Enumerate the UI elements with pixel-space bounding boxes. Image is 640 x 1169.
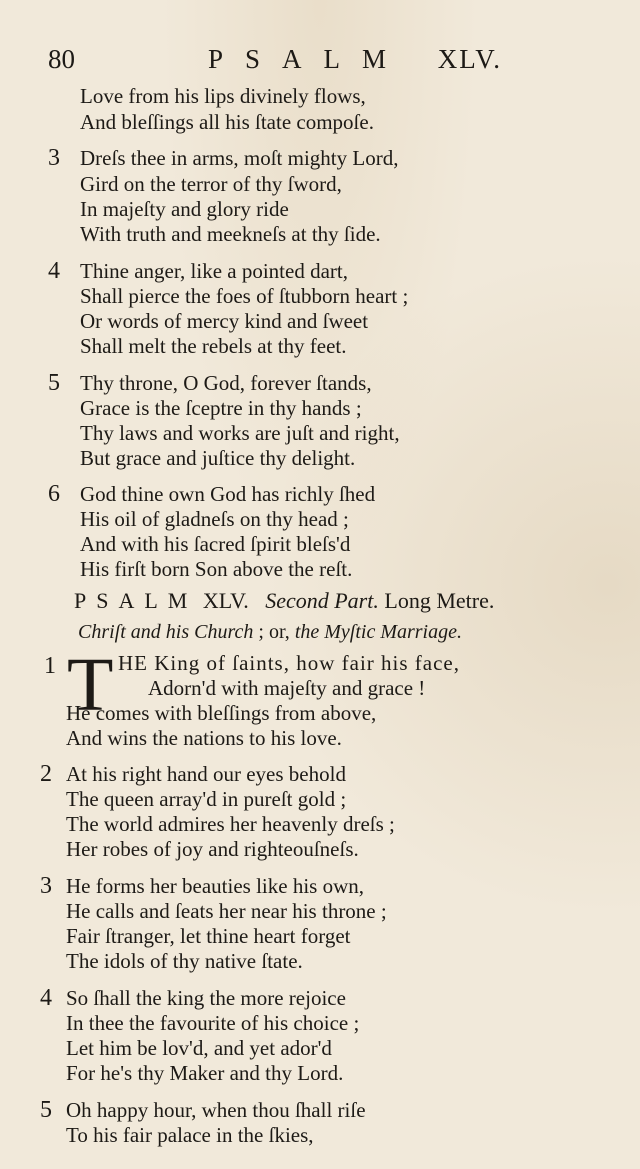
verse-line: And wins the nations to his love. <box>66 726 342 750</box>
verse-line: To his fair palace in the ſkies, <box>66 1123 314 1147</box>
verse-line: The idols of thy native ſtate. <box>66 949 303 973</box>
verse-number: 5 <box>40 1097 52 1123</box>
page-number: 80 <box>48 44 75 74</box>
running-title: PSALM <box>208 44 409 74</box>
verse-line: Or words of mercy kind and ſweet <box>80 309 369 333</box>
verse-line: Fair ſtranger, let thine heart forget <box>66 924 351 948</box>
verse-number: 2 <box>40 761 52 787</box>
verse-line: So ſhall the king the more rejoice <box>66 986 346 1010</box>
verse-line: Let him be lov'd, and yet ador'd <box>66 1036 332 1060</box>
verse-line: Thy throne, O God, forever ſtands, <box>80 371 372 395</box>
verse-number: 4 <box>40 985 52 1011</box>
verse-line: HE King of ſaints, how fair his face, <box>118 651 461 675</box>
verse-line: Her robes of joy and righteouſneſs. <box>66 837 359 861</box>
section-metre: Long Metre. <box>384 588 495 613</box>
verse-number: 3 <box>40 873 52 899</box>
verse-line: With truth and meekneſs at thy ſide. <box>80 222 381 246</box>
verse-line: Grace is the ſceptre in thy hands ; <box>80 396 362 420</box>
theme-alt-title: the Myſtic Marriage. <box>294 621 462 643</box>
verse-line: And bleſſings all his ſtate compoſe. <box>80 110 374 134</box>
verse-line: Thine anger, like a pointed dart, <box>80 259 348 283</box>
theme-title: Chriſt and his Church <box>78 621 254 643</box>
section-psalm-word: PSALM <box>74 588 198 613</box>
verse-line: In thee the favourite of his choice ; <box>66 1011 360 1035</box>
section-heading <box>74 588 574 614</box>
verse-line: The world admires her heavenly dreſs ; <box>66 812 395 836</box>
verse-line: Thy laws and works are juſt and right, <box>80 421 400 445</box>
verse-line: In majeſty and glory ride <box>80 197 289 221</box>
verse-line: He comes with bleſſings from above, <box>66 701 377 725</box>
verse-line: He forms her beauties like his own, <box>66 874 365 898</box>
section-part-label: Second Part. <box>265 588 379 613</box>
verse-line: He calls and ſeats her near his throne ; <box>66 899 387 923</box>
theme-separator: ; or, <box>258 621 290 643</box>
verse-number: 4 <box>48 258 60 284</box>
verse-number: 5 <box>48 370 60 396</box>
verse-line: God thine own God has richly ſhed <box>80 482 376 506</box>
verse-line: Dreſs thee in arms, moſt mighty Lord, <box>80 146 399 170</box>
drop-cap: T <box>67 643 114 727</box>
verse-number: 6 <box>48 481 60 507</box>
verse-line: And with his ſacred ſpirit bleſs'd <box>80 532 351 556</box>
verse-line: Adorn'd with majeſty and grace ! <box>148 676 426 700</box>
verse-line: His firſt born Son above the reſt. <box>80 557 353 581</box>
section-theme <box>78 621 578 644</box>
verse-line: Oh happy hour, when thou ſhall riſe <box>66 1098 366 1122</box>
running-psalm-number: XLV. <box>437 44 502 74</box>
page-header <box>48 44 502 80</box>
verse-line: His oil of gladneſs on thy head ; <box>80 507 349 531</box>
verse-number: 3 <box>48 145 60 171</box>
verse-line: For he's thy Maker and thy Lord. <box>66 1061 344 1085</box>
verse-line: At his right hand our eyes behold <box>66 762 346 786</box>
section-psalm-number: XLV. <box>202 588 249 613</box>
verse-line: But grace and juſtice thy delight. <box>80 446 356 470</box>
verse-line: Shall melt the rebels at thy feet. <box>80 334 347 358</box>
verse-line: The queen array'd in pureſt gold ; <box>66 787 347 811</box>
verse-line: Gird on the terror of thy ſword, <box>80 172 342 196</box>
verse-line: Shall pierce the foes of ſtubborn heart ; <box>80 284 409 308</box>
verse-line: Love from his lips divinely flows, <box>80 84 366 108</box>
verse-number: 1 <box>44 653 56 679</box>
